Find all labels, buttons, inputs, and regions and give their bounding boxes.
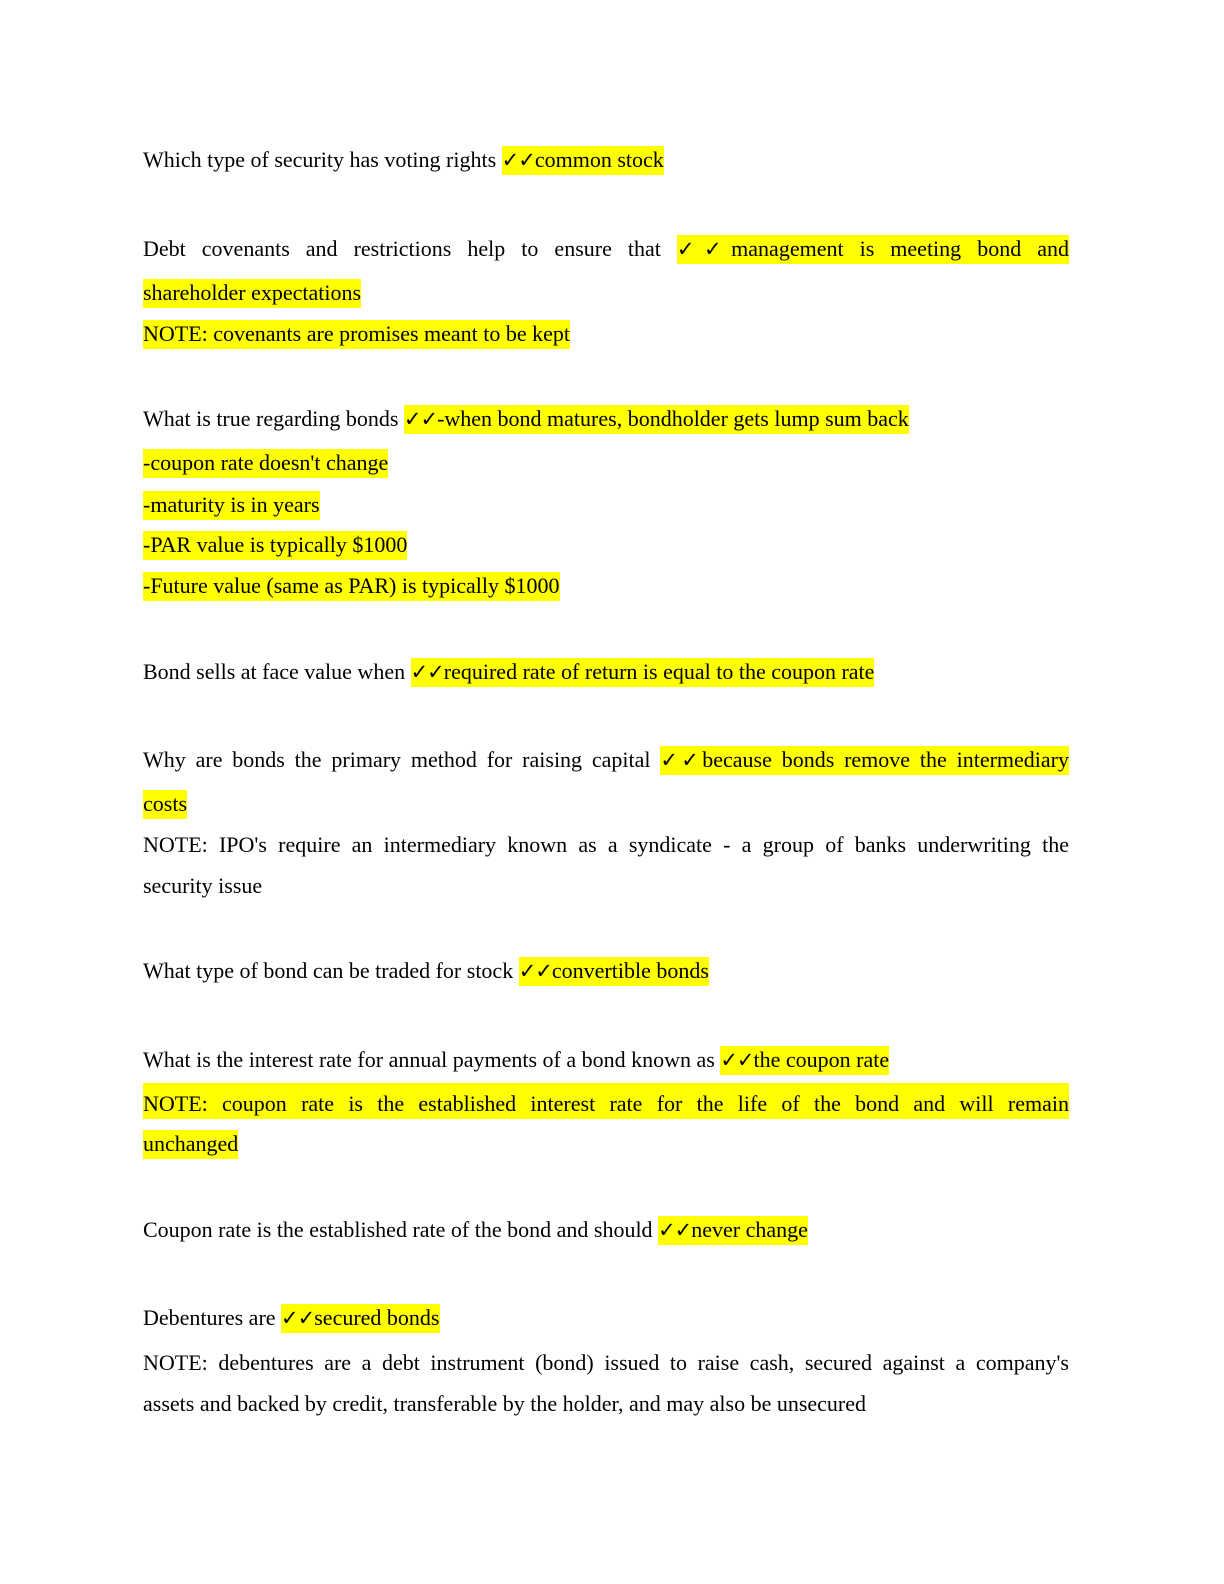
list-item-text: -coupon rate doesn't change (143, 449, 388, 478)
note-7 (143, 1083, 1069, 1119)
answer-5-highlight (660, 746, 1069, 775)
answer-7-text: the coupon rate (753, 1047, 890, 1072)
question-2 (143, 228, 1069, 269)
note-9-line2: assets and backed by credit, transferable by the holder, and may also be unsecured (143, 1391, 867, 1416)
question-4 (143, 651, 874, 692)
check-mark-icon: ✓✓ (403, 407, 438, 431)
answer-3-highlight (404, 405, 909, 434)
question-8-text: Coupon rate is the established rate of the bond and should (143, 1217, 659, 1242)
note-2 (143, 313, 570, 354)
answer-6-text: convertible bonds (551, 958, 709, 983)
list-item (143, 565, 560, 606)
answer-6-highlight (519, 957, 709, 986)
answer-4-text: required rate of return is equal to the coupon rate (443, 659, 875, 684)
answer-8-text: never change (691, 1217, 808, 1242)
question-1 (143, 139, 664, 180)
answer-2-continuation (143, 272, 361, 313)
question-1-text: Which type of security has voting rights (143, 147, 502, 172)
answer-8-highlight (658, 1216, 808, 1245)
question-2-text: Debt covenants and restrictions help to ensure that (143, 236, 677, 261)
question-3-text: What is true regarding bonds (143, 406, 404, 431)
answer-1-text: common stock (534, 147, 664, 172)
question-8 (143, 1209, 808, 1250)
question-5-text: Why are bonds the primary method for raising capital (143, 747, 661, 772)
question-9-text: Debentures are (143, 1305, 282, 1330)
question-6-text: What type of bond can be traded for stock (143, 958, 519, 983)
check-mark-icon: ✓✓ (281, 1306, 315, 1330)
list-item-text: -Future value (same as PAR) is typically $1000 (143, 572, 560, 601)
check-mark-icon: ✓✓ (518, 959, 552, 983)
check-mark-icon: ✓✓ (658, 1218, 692, 1242)
answer-5-line2: costs (143, 790, 187, 819)
answer-5-continuation (143, 783, 187, 824)
note-7-line2: unchanged (143, 1130, 238, 1159)
list-item-text: -PAR value is typically $1000 (143, 531, 407, 560)
answer-7-highlight (720, 1046, 889, 1075)
question-6 (143, 950, 709, 991)
question-7-text: What is the interest rate for annual payments of a bond known as (143, 1047, 721, 1072)
answer-9-text: secured bonds (314, 1305, 440, 1330)
question-4-text: Bond sells at face value when (143, 659, 411, 684)
note-5-continuation (143, 865, 262, 906)
answer-3-text: -when bond matures, bondholder gets lump sum back (437, 406, 909, 431)
list-item (143, 442, 388, 483)
answer-9-highlight (281, 1304, 439, 1333)
note-9-line1: NOTE: debentures are a debt instrument (bond) issued to raise cash, secured against a company's (143, 1350, 1069, 1375)
check-mark-icon: ✓✓ (501, 148, 535, 172)
answer-2-line2: shareholder expectations (143, 279, 361, 308)
check-mark-icon: ✓✓ (660, 748, 703, 772)
note-5-line2: security issue (143, 873, 263, 898)
answer-5-text: because bonds remove the intermediary (702, 747, 1069, 772)
check-mark-icon: ✓✓ (720, 1048, 754, 1072)
check-mark-icon: ✓✓ (676, 237, 732, 261)
question-7 (143, 1039, 889, 1080)
list-item (143, 484, 320, 525)
list-item (143, 524, 407, 565)
answer-2-text: management is meeting bond and (731, 236, 1069, 261)
note-7-continuation (143, 1123, 238, 1164)
note-9-continuation (143, 1383, 866, 1424)
question-5 (143, 739, 1069, 780)
answer-4-highlight (411, 658, 875, 687)
check-mark-icon: ✓✓ (410, 660, 444, 684)
answer-2-highlight (677, 235, 1069, 264)
list-item-text: -maturity is in years (143, 491, 320, 520)
question-3 (143, 398, 909, 439)
question-9 (143, 1297, 440, 1338)
note-2-text: NOTE: covenants are promises meant to be kept (143, 320, 570, 349)
note-7-line1: NOTE: coupon rate is the established interest rate for the life of the bond and will remain (143, 1091, 1069, 1116)
note-5-line1: NOTE: IPO's require an intermediary known as a syndicate - a group of banks underwriting the (143, 832, 1069, 857)
note-9 (143, 1342, 1069, 1383)
answer-1-highlight (502, 146, 664, 175)
note-5 (143, 824, 1069, 865)
